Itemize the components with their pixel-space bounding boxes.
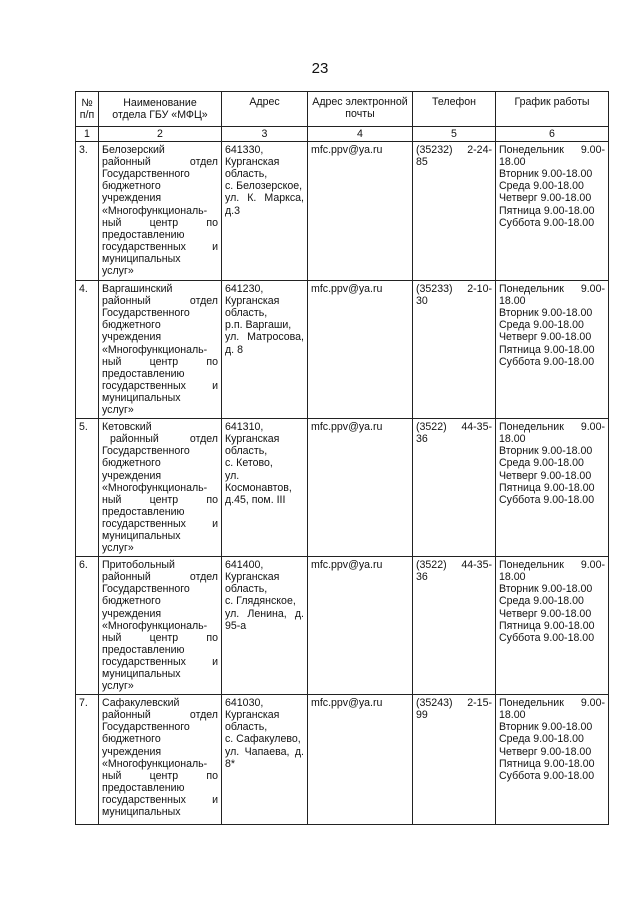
office-name-line: услуг» xyxy=(102,680,134,693)
address-line: с. Белозерское, xyxy=(225,180,303,193)
phone-number-part-a: 44-35- xyxy=(461,421,492,434)
row-number-cell xyxy=(76,557,99,695)
schedule-monday-day: Понедельник xyxy=(499,559,564,572)
phone-number-part-a: 2-15- xyxy=(467,697,492,710)
schedule-line: Вторник 9.00-18.00 xyxy=(499,445,593,458)
schedule-line: Четверг 9.00-18.00 xyxy=(499,192,592,205)
address-line: область, xyxy=(225,168,268,181)
schedule-line: Суббота 9.00-18.00 xyxy=(499,493,595,506)
schedule-line: Среда 9.00-18.00 xyxy=(499,319,584,332)
row-number: 6. xyxy=(79,559,88,572)
address-line: ул. xyxy=(225,469,240,482)
address-line: с. Глядянское, xyxy=(225,595,296,608)
office-name-line: районный отдел xyxy=(110,433,218,446)
phone-number-part-b: 99 xyxy=(416,709,428,722)
office-name-line: предоставлению xyxy=(102,367,185,380)
phone-code: (3522) xyxy=(416,559,447,572)
office-name-line: услуг» xyxy=(102,265,134,278)
office-name-line: учреждения xyxy=(102,745,162,758)
address-line: Курганская xyxy=(225,156,280,169)
schedule-monday-day: Понедельник xyxy=(499,283,564,296)
header-num-text: № п/п xyxy=(79,96,95,121)
address-line: с. Кетово, xyxy=(225,457,273,470)
office-name-line: «Многофункциональ- xyxy=(102,204,208,217)
office-name-line: Белозерский xyxy=(102,144,165,157)
phone-top-line xyxy=(416,283,492,295)
email-address: mfc.ppv@ya.ru xyxy=(311,697,383,710)
email-cell xyxy=(308,281,413,419)
office-name-line: государственных и xyxy=(102,517,218,530)
table-row xyxy=(76,281,609,419)
address-line: область, xyxy=(225,721,268,734)
schedule-cell xyxy=(496,695,609,825)
schedule-monday-line xyxy=(499,144,605,156)
schedule-monday-day: Понедельник xyxy=(499,697,564,710)
schedule-line: Вторник 9.00-18.00 xyxy=(499,721,593,734)
col-number-4: 4 xyxy=(308,127,413,142)
row-number-cell xyxy=(76,281,99,419)
office-name-line: услуг» xyxy=(102,542,134,555)
office-name-cell xyxy=(99,142,222,281)
schedule-line: Среда 9.00-18.00 xyxy=(499,457,584,470)
phone-top-line xyxy=(416,559,492,571)
address-line: 641030, xyxy=(225,697,264,710)
office-name-line: учреждения xyxy=(102,469,162,482)
address-line: Космонавтов, xyxy=(225,481,292,494)
schedule-monday-end: 18.00 xyxy=(499,295,526,308)
schedule-monday-time: 9.00- xyxy=(580,559,605,572)
office-name-line: районный отдел xyxy=(102,571,218,584)
office-name-line: государственных и xyxy=(102,793,218,806)
row-number-cell xyxy=(76,142,99,281)
address-line: 95-а xyxy=(225,619,247,632)
schedule-line: Суббота 9.00-18.00 xyxy=(499,631,595,644)
header-phone-text: Телефон xyxy=(432,96,476,108)
schedule-cell xyxy=(496,557,609,695)
schedule-monday-time: 9.00- xyxy=(580,144,605,157)
office-name-line: учреждения xyxy=(102,331,162,344)
address-line: 641310, xyxy=(225,421,264,434)
header-address xyxy=(222,92,308,127)
email-cell xyxy=(308,142,413,281)
address-line: 641400, xyxy=(225,559,264,572)
address-cell xyxy=(222,142,308,281)
email-cell xyxy=(308,419,413,557)
address-line: д. 8 xyxy=(225,343,243,356)
office-name-line: государственных и xyxy=(102,379,218,392)
col-number-3: 3 xyxy=(222,127,308,142)
address-line: с. Сафакулево, xyxy=(225,733,301,746)
header-address-text: Адрес xyxy=(249,96,280,108)
table-row xyxy=(76,695,609,825)
phone-number-part-b: 85 xyxy=(416,156,428,169)
office-name-line: предоставлению xyxy=(102,505,185,518)
address-cell xyxy=(222,419,308,557)
header-name xyxy=(99,92,222,127)
schedule-line: Среда 9.00-18.00 xyxy=(499,595,584,608)
office-name-line: ный центр по xyxy=(102,493,218,506)
office-name-line: Сафакулевский xyxy=(102,697,180,710)
header-email xyxy=(308,92,413,127)
col-number-5: 5 xyxy=(413,127,496,142)
office-name-line: ный центр по xyxy=(102,216,218,229)
address-line: Курганская xyxy=(225,571,280,584)
col-number-1: 1 xyxy=(76,127,99,142)
column-number-row xyxy=(76,127,609,142)
phone-top-line xyxy=(416,697,492,709)
header-schedule-text: График работы xyxy=(514,96,590,108)
address-line: р.п. Варгаши, xyxy=(225,319,292,332)
office-name-cell xyxy=(99,419,222,557)
office-name-line: районный отдел xyxy=(102,156,218,169)
address-line: Курганская xyxy=(225,295,280,308)
email-address: mfc.ppv@ya.ru xyxy=(311,421,383,434)
row-number-cell xyxy=(76,419,99,557)
office-name-cell xyxy=(99,281,222,419)
schedule-line: Пятница 9.00-18.00 xyxy=(499,619,595,632)
schedule-cell xyxy=(496,419,609,557)
phone-code: (3522) xyxy=(416,421,447,434)
office-name-line: районный отдел xyxy=(102,709,218,722)
address-line: д.45, пом. III xyxy=(225,493,286,506)
email-address: mfc.ppv@ya.ru xyxy=(311,144,383,157)
office-name-line: Кетовский xyxy=(102,421,152,434)
schedule-line: Четверг 9.00-18.00 xyxy=(499,469,592,482)
office-name-line: «Многофункциональ- xyxy=(102,343,208,356)
address-cell xyxy=(222,695,308,825)
address-line: Курганская xyxy=(225,709,280,722)
office-name-line: ный центр по xyxy=(102,631,218,644)
phone-number-part-a: 2-24- xyxy=(467,144,492,157)
email-cell xyxy=(308,557,413,695)
schedule-line: Пятница 9.00-18.00 xyxy=(499,757,595,770)
schedule-monday-time: 9.00- xyxy=(580,283,605,296)
office-name-line: государственных и xyxy=(102,240,218,253)
office-name-line: предоставлению xyxy=(102,228,185,241)
office-name-line: Государственного xyxy=(102,721,190,734)
address-line: ул. К. Маркса, xyxy=(225,192,304,205)
email-address: mfc.ppv@ya.ru xyxy=(311,559,383,572)
phone-top-line xyxy=(416,421,492,433)
office-name-line: ный центр по xyxy=(102,355,218,368)
phone-number-part-a: 2-10- xyxy=(467,283,492,296)
office-name-cell xyxy=(99,557,222,695)
office-name-line: ный центр по xyxy=(102,769,218,782)
schedule-monday-end: 18.00 xyxy=(499,156,526,169)
schedule-monday-time: 9.00- xyxy=(580,421,605,434)
row-number: 3. xyxy=(79,144,88,157)
office-name-line: Государственного xyxy=(102,583,190,596)
row-number: 4. xyxy=(79,283,88,296)
address-line: д.3 xyxy=(225,204,241,217)
email-address: mfc.ppv@ya.ru xyxy=(311,283,383,296)
schedule-line: Вторник 9.00-18.00 xyxy=(499,583,593,596)
col-number-2: 2 xyxy=(99,127,222,142)
schedule-line: Пятница 9.00-18.00 xyxy=(499,204,595,217)
schedule-line: Пятница 9.00-18.00 xyxy=(499,481,595,494)
office-name-line: муниципальных xyxy=(102,668,181,680)
schedule-line: Вторник 9.00-18.00 xyxy=(499,168,593,181)
phone-number-part-b: 36 xyxy=(416,433,428,446)
office-name-line: муниципальных xyxy=(102,529,181,542)
phone-top-line xyxy=(416,144,492,156)
address-line: область, xyxy=(225,583,268,596)
row-number: 7. xyxy=(79,697,88,710)
phone-code: (35233) xyxy=(416,283,453,296)
office-name-line: предоставлению xyxy=(102,643,185,656)
schedule-line: Суббота 9.00-18.00 xyxy=(499,216,595,229)
header-phone xyxy=(413,92,496,127)
schedule-line: Суббота 9.00-18.00 xyxy=(499,769,595,782)
phone-cell xyxy=(413,695,496,825)
office-name-line: муниципальных xyxy=(102,806,181,819)
schedule-line: Среда 9.00-18.00 xyxy=(499,733,584,746)
office-name-line: услуг» xyxy=(102,404,134,417)
office-name-line: Притобольный xyxy=(102,559,175,572)
schedule-line: Среда 9.00-18.00 xyxy=(499,180,584,193)
phone-number-part-b: 36 xyxy=(416,571,428,584)
phone-code: (35232) xyxy=(416,144,453,157)
schedule-monday-end: 18.00 xyxy=(499,571,526,584)
address-line: 641230, xyxy=(225,283,264,296)
office-name-line: «Многофункциональ- xyxy=(102,481,208,494)
mfc-offices-table xyxy=(75,91,609,825)
email-cell xyxy=(308,695,413,825)
schedule-line: Вторник 9.00-18.00 xyxy=(499,307,593,320)
address-line: ул. Чапаева, д. xyxy=(225,745,304,758)
table-body xyxy=(76,127,609,825)
header-email-text: Адрес электронной почты xyxy=(312,96,408,121)
address-cell xyxy=(222,281,308,419)
office-name-line: бюджетного xyxy=(102,733,161,746)
office-name-line: предоставлению xyxy=(102,781,185,794)
schedule-monday-day: Понедельник xyxy=(499,144,564,157)
phone-cell xyxy=(413,281,496,419)
office-name-line: муниципальных xyxy=(102,252,181,265)
office-name-line: учреждения xyxy=(102,192,162,205)
schedule-line: Четверг 9.00-18.00 xyxy=(499,745,592,758)
page-number: 23 xyxy=(311,60,329,77)
address-line: 641330, xyxy=(225,144,264,157)
address-line: 8* xyxy=(225,757,236,770)
phone-cell xyxy=(413,419,496,557)
office-name-line: Государственного xyxy=(102,307,190,320)
office-name-line: «Многофункциональ- xyxy=(102,619,208,632)
schedule-monday-end: 18.00 xyxy=(499,709,526,722)
table-row xyxy=(76,142,609,281)
schedule-line: Суббота 9.00-18.00 xyxy=(499,355,595,368)
address-line: Курганская xyxy=(225,433,280,446)
phone-code: (35243) xyxy=(416,697,453,710)
office-name-line: бюджетного xyxy=(102,319,161,332)
schedule-monday-day: Понедельник xyxy=(499,421,564,434)
address-line: область, xyxy=(225,307,268,320)
row-number: 5. xyxy=(79,421,88,434)
office-name-line: Государственного xyxy=(102,445,190,458)
schedule-monday-line xyxy=(499,283,605,295)
schedule-monday-time: 9.00- xyxy=(580,697,605,710)
office-name-line: учреждения xyxy=(102,607,162,620)
phone-cell xyxy=(413,142,496,281)
schedule-monday-line xyxy=(499,697,605,709)
phone-cell xyxy=(413,557,496,695)
schedule-line: Четверг 9.00-18.00 xyxy=(499,331,592,344)
office-name-line: бюджетного xyxy=(102,180,161,193)
address-line: ул. Ленина, д. xyxy=(225,607,304,620)
header-schedule xyxy=(496,92,609,127)
address-line: ул. Матросова, xyxy=(225,331,304,344)
schedule-monday-end: 18.00 xyxy=(499,433,526,446)
office-name-line: муниципальных xyxy=(102,391,181,404)
address-line: область, xyxy=(225,445,268,458)
address-cell xyxy=(222,557,308,695)
header-num xyxy=(76,92,99,127)
schedule-monday-line xyxy=(499,421,605,433)
table-row xyxy=(76,419,609,557)
schedule-line: Пятница 9.00-18.00 xyxy=(499,343,595,356)
office-name-line: Государственного xyxy=(102,168,190,181)
office-name-line: государственных и xyxy=(102,655,218,668)
office-name-line: бюджетного xyxy=(102,595,161,608)
office-name-cell xyxy=(99,695,222,825)
row-number-cell xyxy=(76,695,99,825)
schedule-line: Четверг 9.00-18.00 xyxy=(499,607,592,620)
header-row xyxy=(76,92,609,127)
office-name-line: Варгашинский xyxy=(102,283,173,296)
schedule-monday-line xyxy=(499,559,605,571)
schedule-cell xyxy=(496,142,609,281)
office-name-line: «Многофункциональ- xyxy=(102,757,208,770)
header-name-text: Наименование отдела ГБУ «МФЦ» xyxy=(112,96,208,121)
col-number-6: 6 xyxy=(496,127,609,142)
table-row xyxy=(76,557,609,695)
office-name-line: бюджетного xyxy=(102,457,161,470)
schedule-cell xyxy=(496,281,609,419)
phone-number-part-a: 44-35- xyxy=(461,559,492,572)
office-name-line: районный отдел xyxy=(102,295,218,308)
phone-number-part-b: 30 xyxy=(416,295,428,308)
